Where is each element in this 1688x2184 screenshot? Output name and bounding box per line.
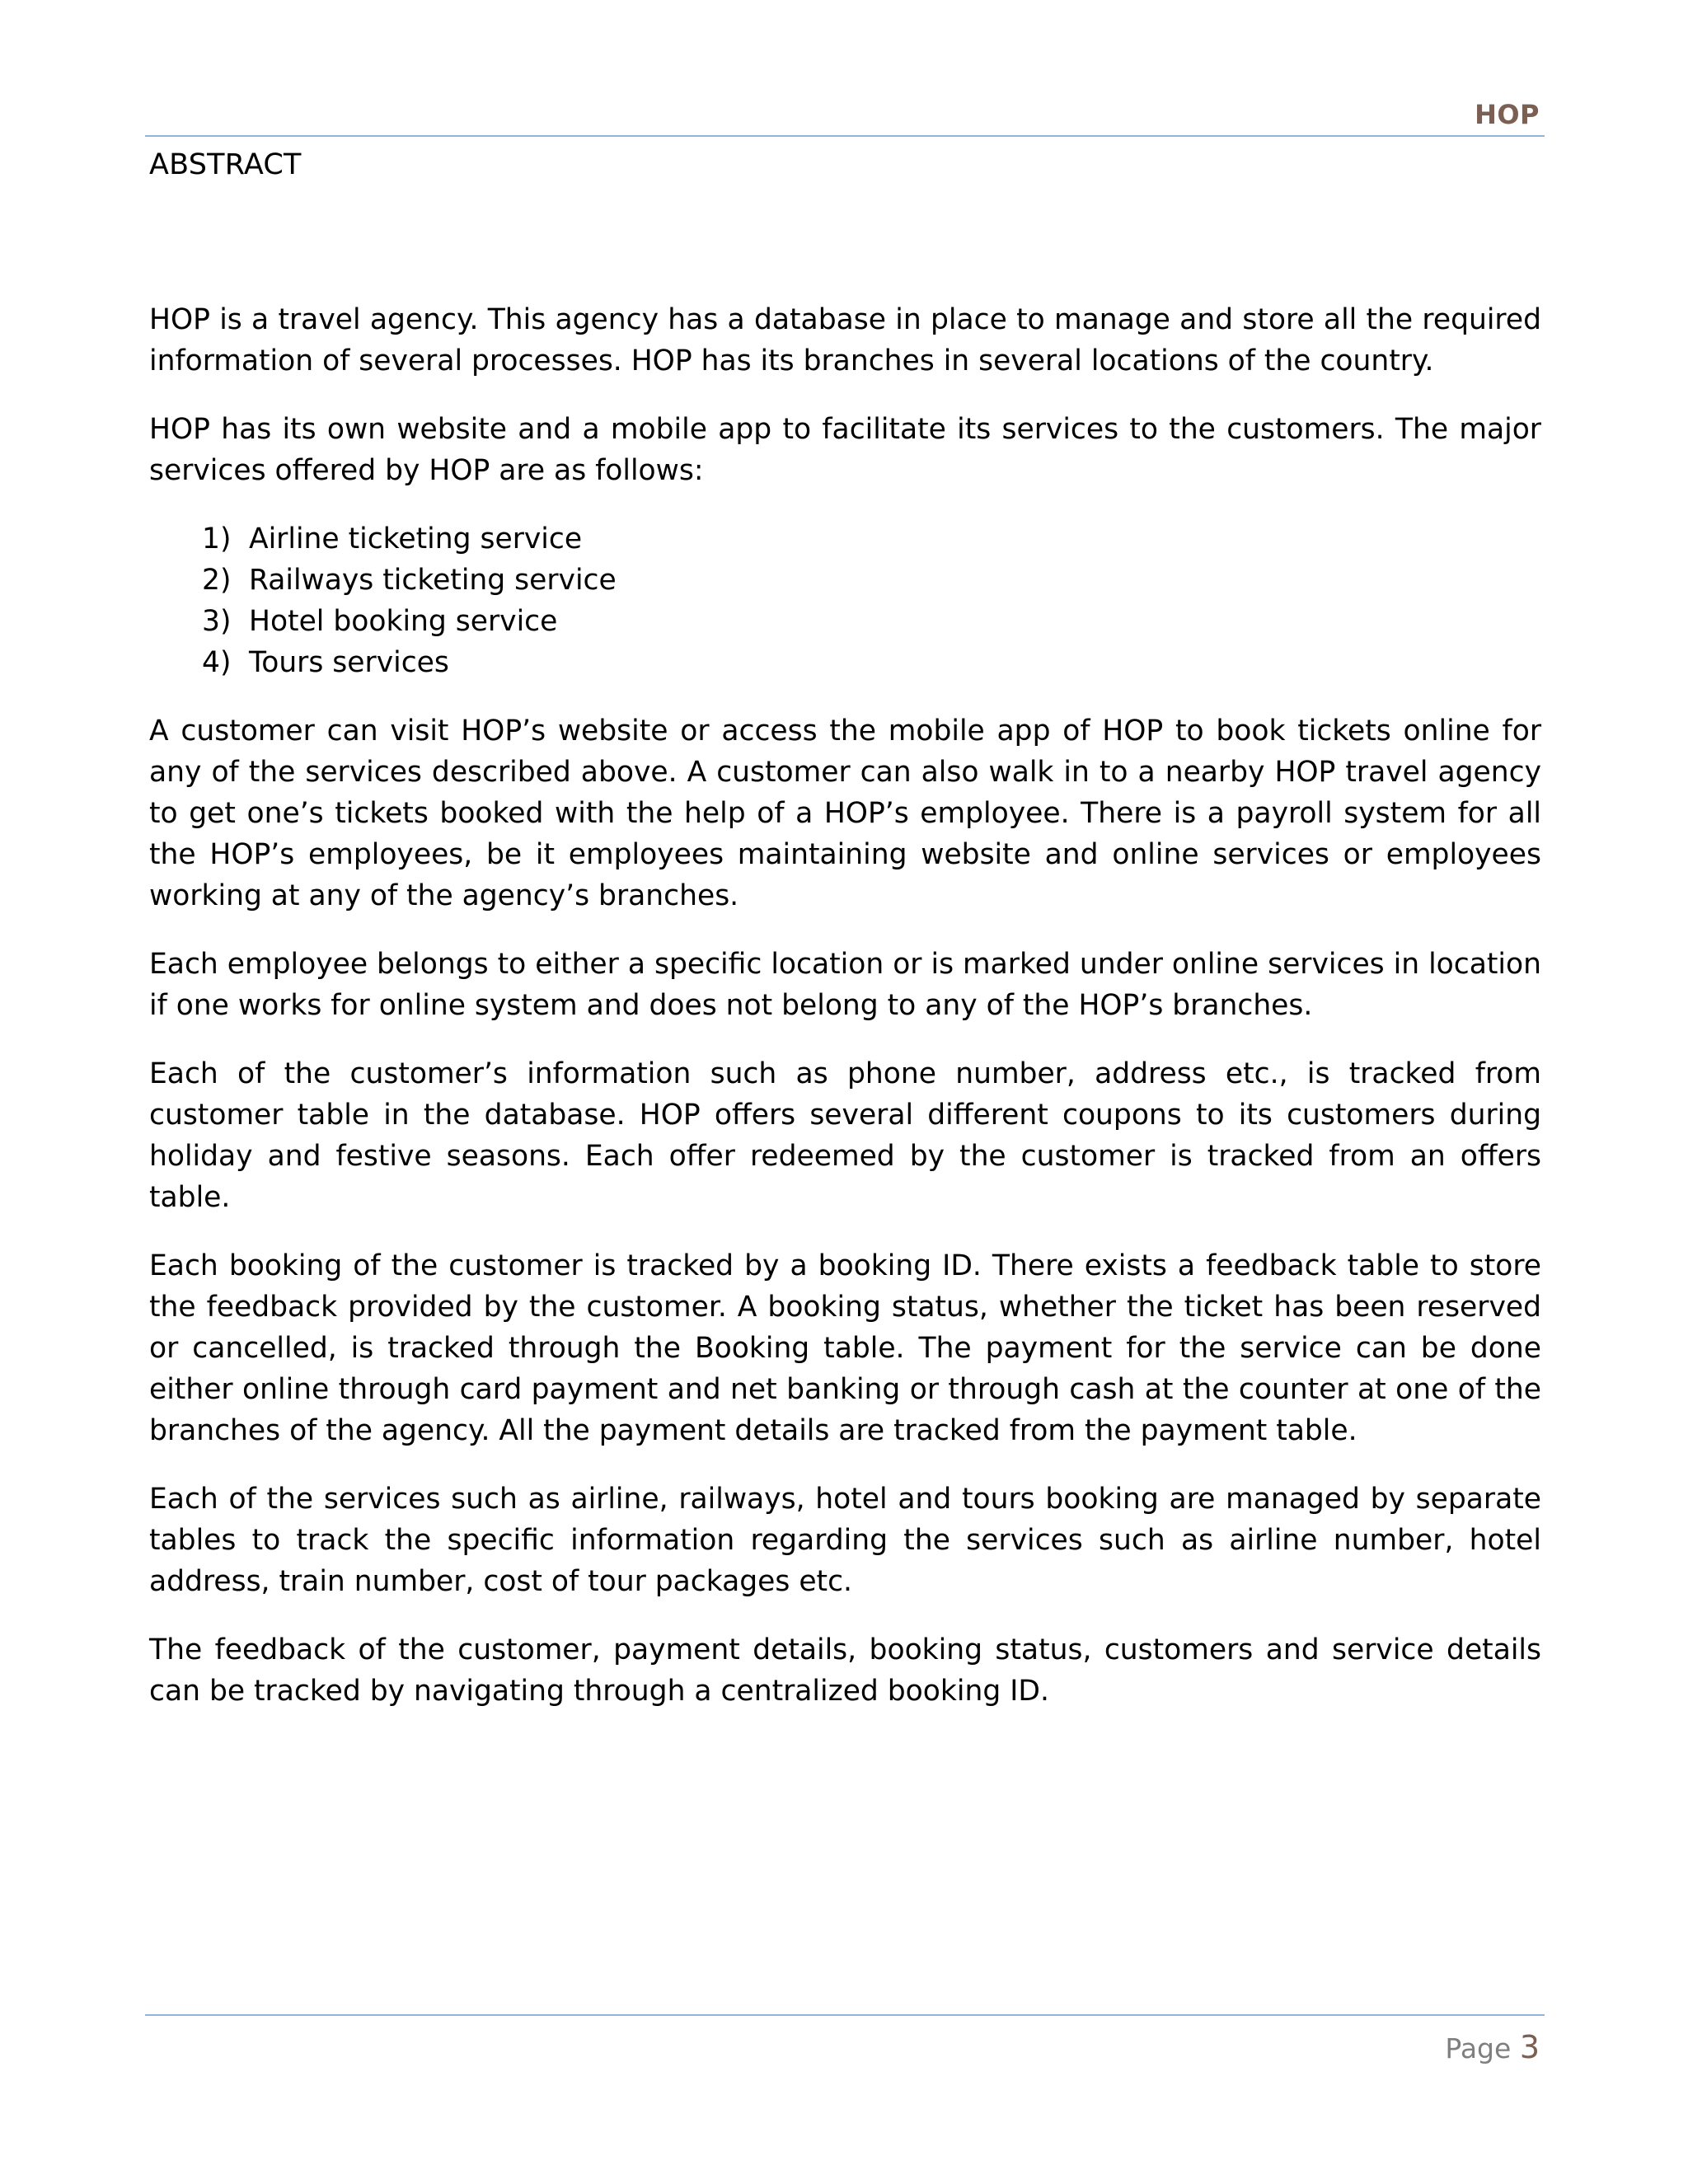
paragraph-booking-channels: A customer can visit HOP’s website or access the mobile app of HOP to book tickets online for any of the services described above. A customer can also walk in to a nearby HOP travel agency to get one’s tickets booked with the help of a HOP’s employee. There is a payroll system for all the HOP’s employees, be it employees maintaining website and online services or employees working at any of the agency’s branches. xyxy=(149,715,1541,912)
document-body xyxy=(149,299,1541,1739)
page-footer xyxy=(145,2014,1545,2065)
list-item-number: 1) xyxy=(202,523,232,555)
list-item-number: 3) xyxy=(202,605,232,638)
section-heading: ABSTRACT xyxy=(149,148,302,181)
page-number: 3 xyxy=(1519,2029,1540,2065)
paragraph-services-tables: Each of the services such as airline, railways, hotel and tours booking are managed by separate tables to track the specific information regarding the services such as airline number, hotel address, train number, cost of tour packages etc. xyxy=(149,1483,1541,1598)
paragraph-services-intro: HOP has its own website and a mobile app to facilitate its services to the customers. The major services offered by HOP are as follows: xyxy=(149,413,1541,487)
list-item-number: 2) xyxy=(202,564,232,597)
services-list xyxy=(149,518,1541,683)
paragraph-intro: HOP is a travel agency. This agency has a database in place to manage and store all the required information of several processes. HOP has its branches in several locations of the country. xyxy=(149,303,1541,377)
list-item-number: 4) xyxy=(202,646,232,679)
list-item xyxy=(149,560,1541,601)
list-item-label: Tours services xyxy=(249,646,449,679)
paragraph-customers: Each of the customer’s information such as phone number, address etc., is tracked from customer table in the database. HOP offers several different coupons to its customers during holiday and festive seasons. Each offer redeemed by the customer is tracked from an offers table. xyxy=(149,1057,1541,1214)
paragraph-centralized-id: The feedback of the customer, payment details, booking status, customers and service details can be tracked by navigating through a centralized booking ID. xyxy=(149,1633,1541,1708)
list-item xyxy=(149,642,1541,683)
list-item-label: Hotel booking service xyxy=(249,605,558,638)
list-item xyxy=(149,601,1541,642)
list-item-label: Railways ticketing service xyxy=(249,564,617,597)
page-label: Page xyxy=(1445,2032,1512,2064)
page-indicator xyxy=(1445,2029,1540,2065)
list-item-label: Airline ticketing service xyxy=(249,523,583,555)
list-item xyxy=(149,518,1541,560)
paragraph-bookings: Each booking of the customer is tracked by a booking ID. There exists a feedback table to store the feedback provided by the customer. A booking status, whether the ticket has been reserved or cancelled, is tracked through the Booking table. The payment for the service can be done either online through card payment and net banking or through cash at the counter at one of the branches of the agency. All the payment details are tracked from the payment table. xyxy=(149,1249,1541,1447)
page-header xyxy=(145,97,1545,137)
paragraph-employees: Each employee belongs to either a specific location or is marked under online services in location if one works for online system and does not belong to any of the HOP’s branches. xyxy=(149,948,1541,1022)
header-title: HOP xyxy=(1475,99,1540,130)
